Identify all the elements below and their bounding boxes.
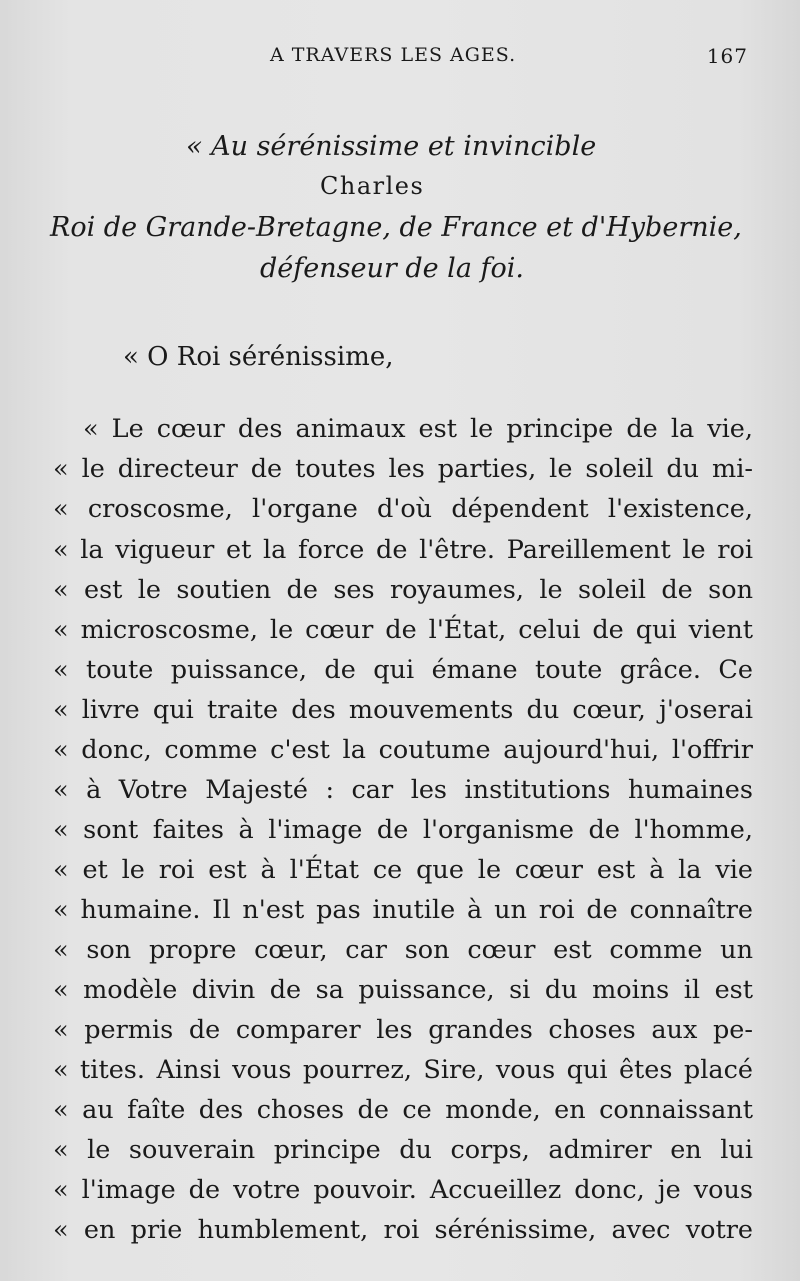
- text-line: « donc, comme c'est la coutume aujourd'hui, l'offrir: [53, 735, 753, 765]
- text-line: « humaine. Il n'est pas inutile à un roi de connaître: [53, 895, 753, 925]
- text-line: « tites. Ainsi vous pourrez, Sire, vous qui êtes placé: [53, 1055, 753, 1085]
- salutation: « O Roi sérénissime,: [123, 342, 394, 372]
- text-line: « l'image de votre pouvoir. Accueillez donc, je vous: [53, 1175, 753, 1205]
- dedication-line: défenseur de la foi.: [260, 253, 524, 284]
- running-title: A TRAVERS LES AGES.: [270, 44, 517, 66]
- text-line: « au faîte des choses de ce monde, en connaissant: [53, 1095, 753, 1125]
- text-line: « Le cœur des animaux est le principe de la vie,: [83, 414, 753, 444]
- text-line: « croscosme, l'organe d'où dépendent l'existence,: [53, 494, 753, 524]
- text-line: « livre qui traite des mouvements du cœur, j'oserai: [53, 695, 753, 725]
- text-line: « permis de comparer les grandes choses aux pe-: [53, 1015, 753, 1045]
- page-header: [8, 44, 800, 74]
- dedication-name: Charles: [320, 172, 425, 200]
- text-line: « en prie humblement, roi sérénissime, avec votre: [53, 1215, 753, 1245]
- text-line: « sont faites à l'image de l'organisme de l'homme,: [53, 815, 753, 845]
- page-number: 167: [706, 44, 748, 68]
- text-line: « est le soutien de ses royaumes, le soleil de son: [53, 575, 753, 605]
- text-line: « le directeur de toutes les parties, le soleil du mi-: [53, 454, 753, 484]
- dedication-line: « Au sérénissime et invincible: [186, 131, 597, 162]
- text-line: « modèle divin de sa puissance, si du moins il est: [53, 975, 753, 1005]
- book-page: [8, 0, 800, 1281]
- text-line: « microscosme, le cœur de l'État, celui de qui vient: [53, 615, 753, 645]
- text-line: « toute puissance, de qui émane toute grâce. Ce: [53, 655, 753, 685]
- text-line: « à Votre Majesté : car les institutions humaines: [53, 775, 753, 805]
- text-line: « son propre cœur, car son cœur est comme un: [53, 935, 753, 965]
- dedication-line: Roi de Grande-Bretagne, de France et d'Hybernie,: [50, 212, 742, 243]
- text-line: « et le roi est à l'État ce que le cœur est à la vie: [53, 855, 753, 885]
- text-line: « la vigueur et la force de l'être. Pareillement le roi: [53, 535, 753, 565]
- text-line: « le souverain principe du corps, admirer en lui: [53, 1135, 753, 1165]
